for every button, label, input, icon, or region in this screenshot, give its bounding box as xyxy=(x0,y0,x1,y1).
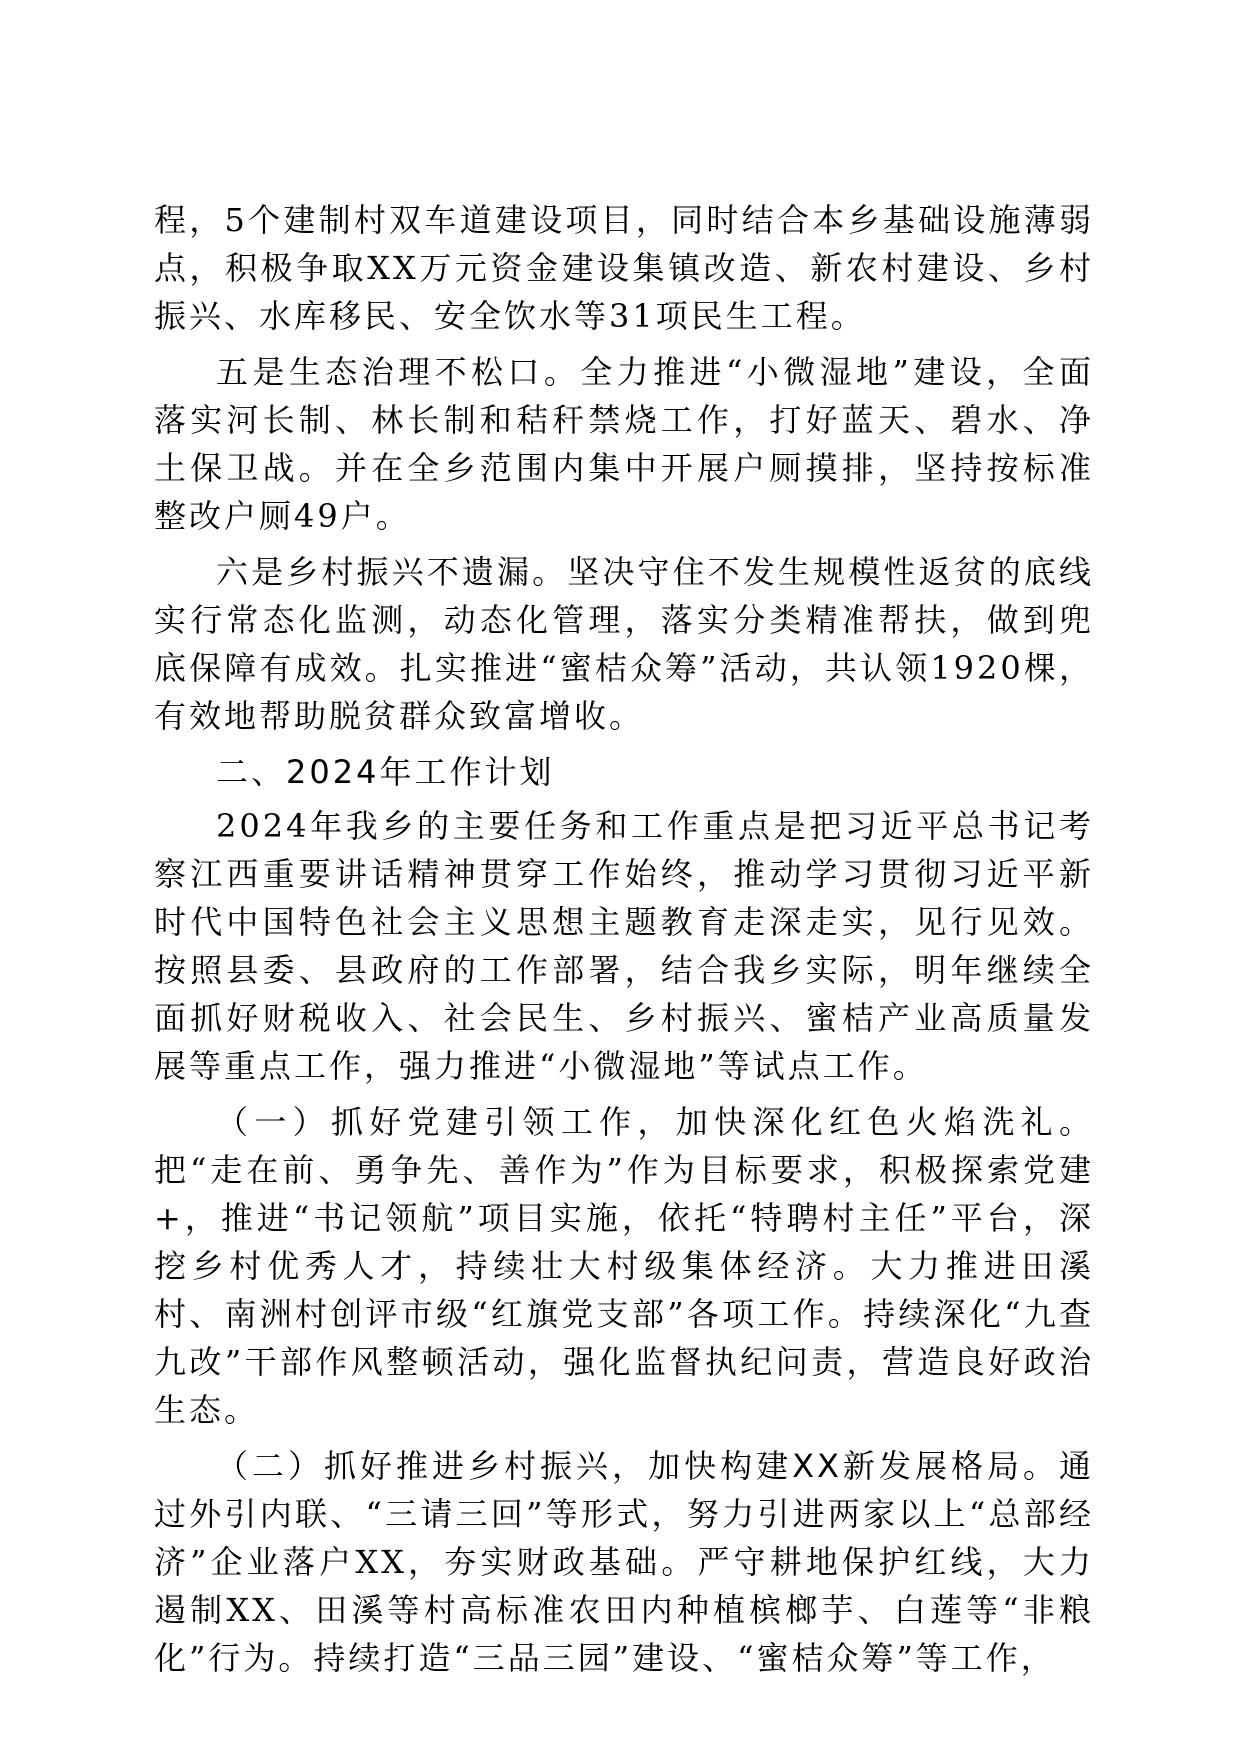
paragraph-rural-revitalization: 六是乡村振兴不遗漏。坚决守住不发生规模性返贫的底线实行常态化监测，动态化管理，落实分类精准帮扶，做到兜底保障有成效。扎实推进“蜜桔众筹”活动，共认领1920棵，有效地帮助脱贫群众致富增收。 xyxy=(154,553,1094,735)
section-heading-2024-plan: 二、2024年工作计划 xyxy=(216,753,555,791)
paragraph-party-building xyxy=(154,1098,1094,1434)
subsection-body-rural-development: 通过外引内联、“三请三回”等形式，努力引进两家以上“总部经济”企业落户XX，夯实财政基础。严守耕地保护红线，大力遏制XX、田溪等村高标准农田内种植槟榔芋、白莲等“非粮化”行为。持续打造“三品三园”建设、“蜜桔众筹”等工作， xyxy=(154,1447,1094,1677)
subsection-title-rural-development: （二）抓好推进乡村振兴，加快构建XX新发展格局。 xyxy=(216,1447,1059,1485)
document-body xyxy=(154,196,1094,1690)
paragraph-continuation: 程，5个建制村双车道建设项目，同时结合本乡基础设施薄弱点，积极争取XX万元资金建设集镇改造、新农村建设、乡村振兴、水库移民、安全饮水等31项民生工程。 xyxy=(154,201,1094,335)
paragraph-2024-tasks: 2024年我乡的主要任务和工作重点是把习近平总书记考察江西重要讲话精神贯穿工作始终，推动学习贯彻习近平新时代中国特色社会主义思想主题教育走深走实，见行见效。按照县委、县政府的工作部署，结合我乡实际，明年继续全面抓好财税收入、社会民生、乡村振兴、蜜桔产业高质量发展等重点工作，强力推进“小微湿地”等试点工作。 xyxy=(154,807,1094,1085)
paragraph-ecology: 五是生态治理不松口。全力推进“小微湿地”建设，全面落实河长制、林长制和秸秆禁烧工作，打好蓝天、碧水、净土保卫战。并在全乡范围内集中开展户厕摸排，坚持按标准整改户厕49户。 xyxy=(154,353,1094,535)
paragraph-rural-development xyxy=(154,1442,1094,1682)
subsection-title-party-building: （一）抓好党建引领工作，加快深化红色火焰洗礼。 xyxy=(216,1103,1094,1141)
subsection-body-party-building: 把“走在前、勇争先、善作为”作为目标要求，积极探索党建+，推进“书记领航”项目实施，依托“特聘村主任”平台，深挖乡村优秀人才，持续壮大村级集体经济。大力推进田溪村、南洲村创评市级“红旗党支部”各项工作。持续深化“九查九改”干部作风整顿活动，强化监督执纪问责，营造良好政治生态。 xyxy=(154,1151,1094,1429)
